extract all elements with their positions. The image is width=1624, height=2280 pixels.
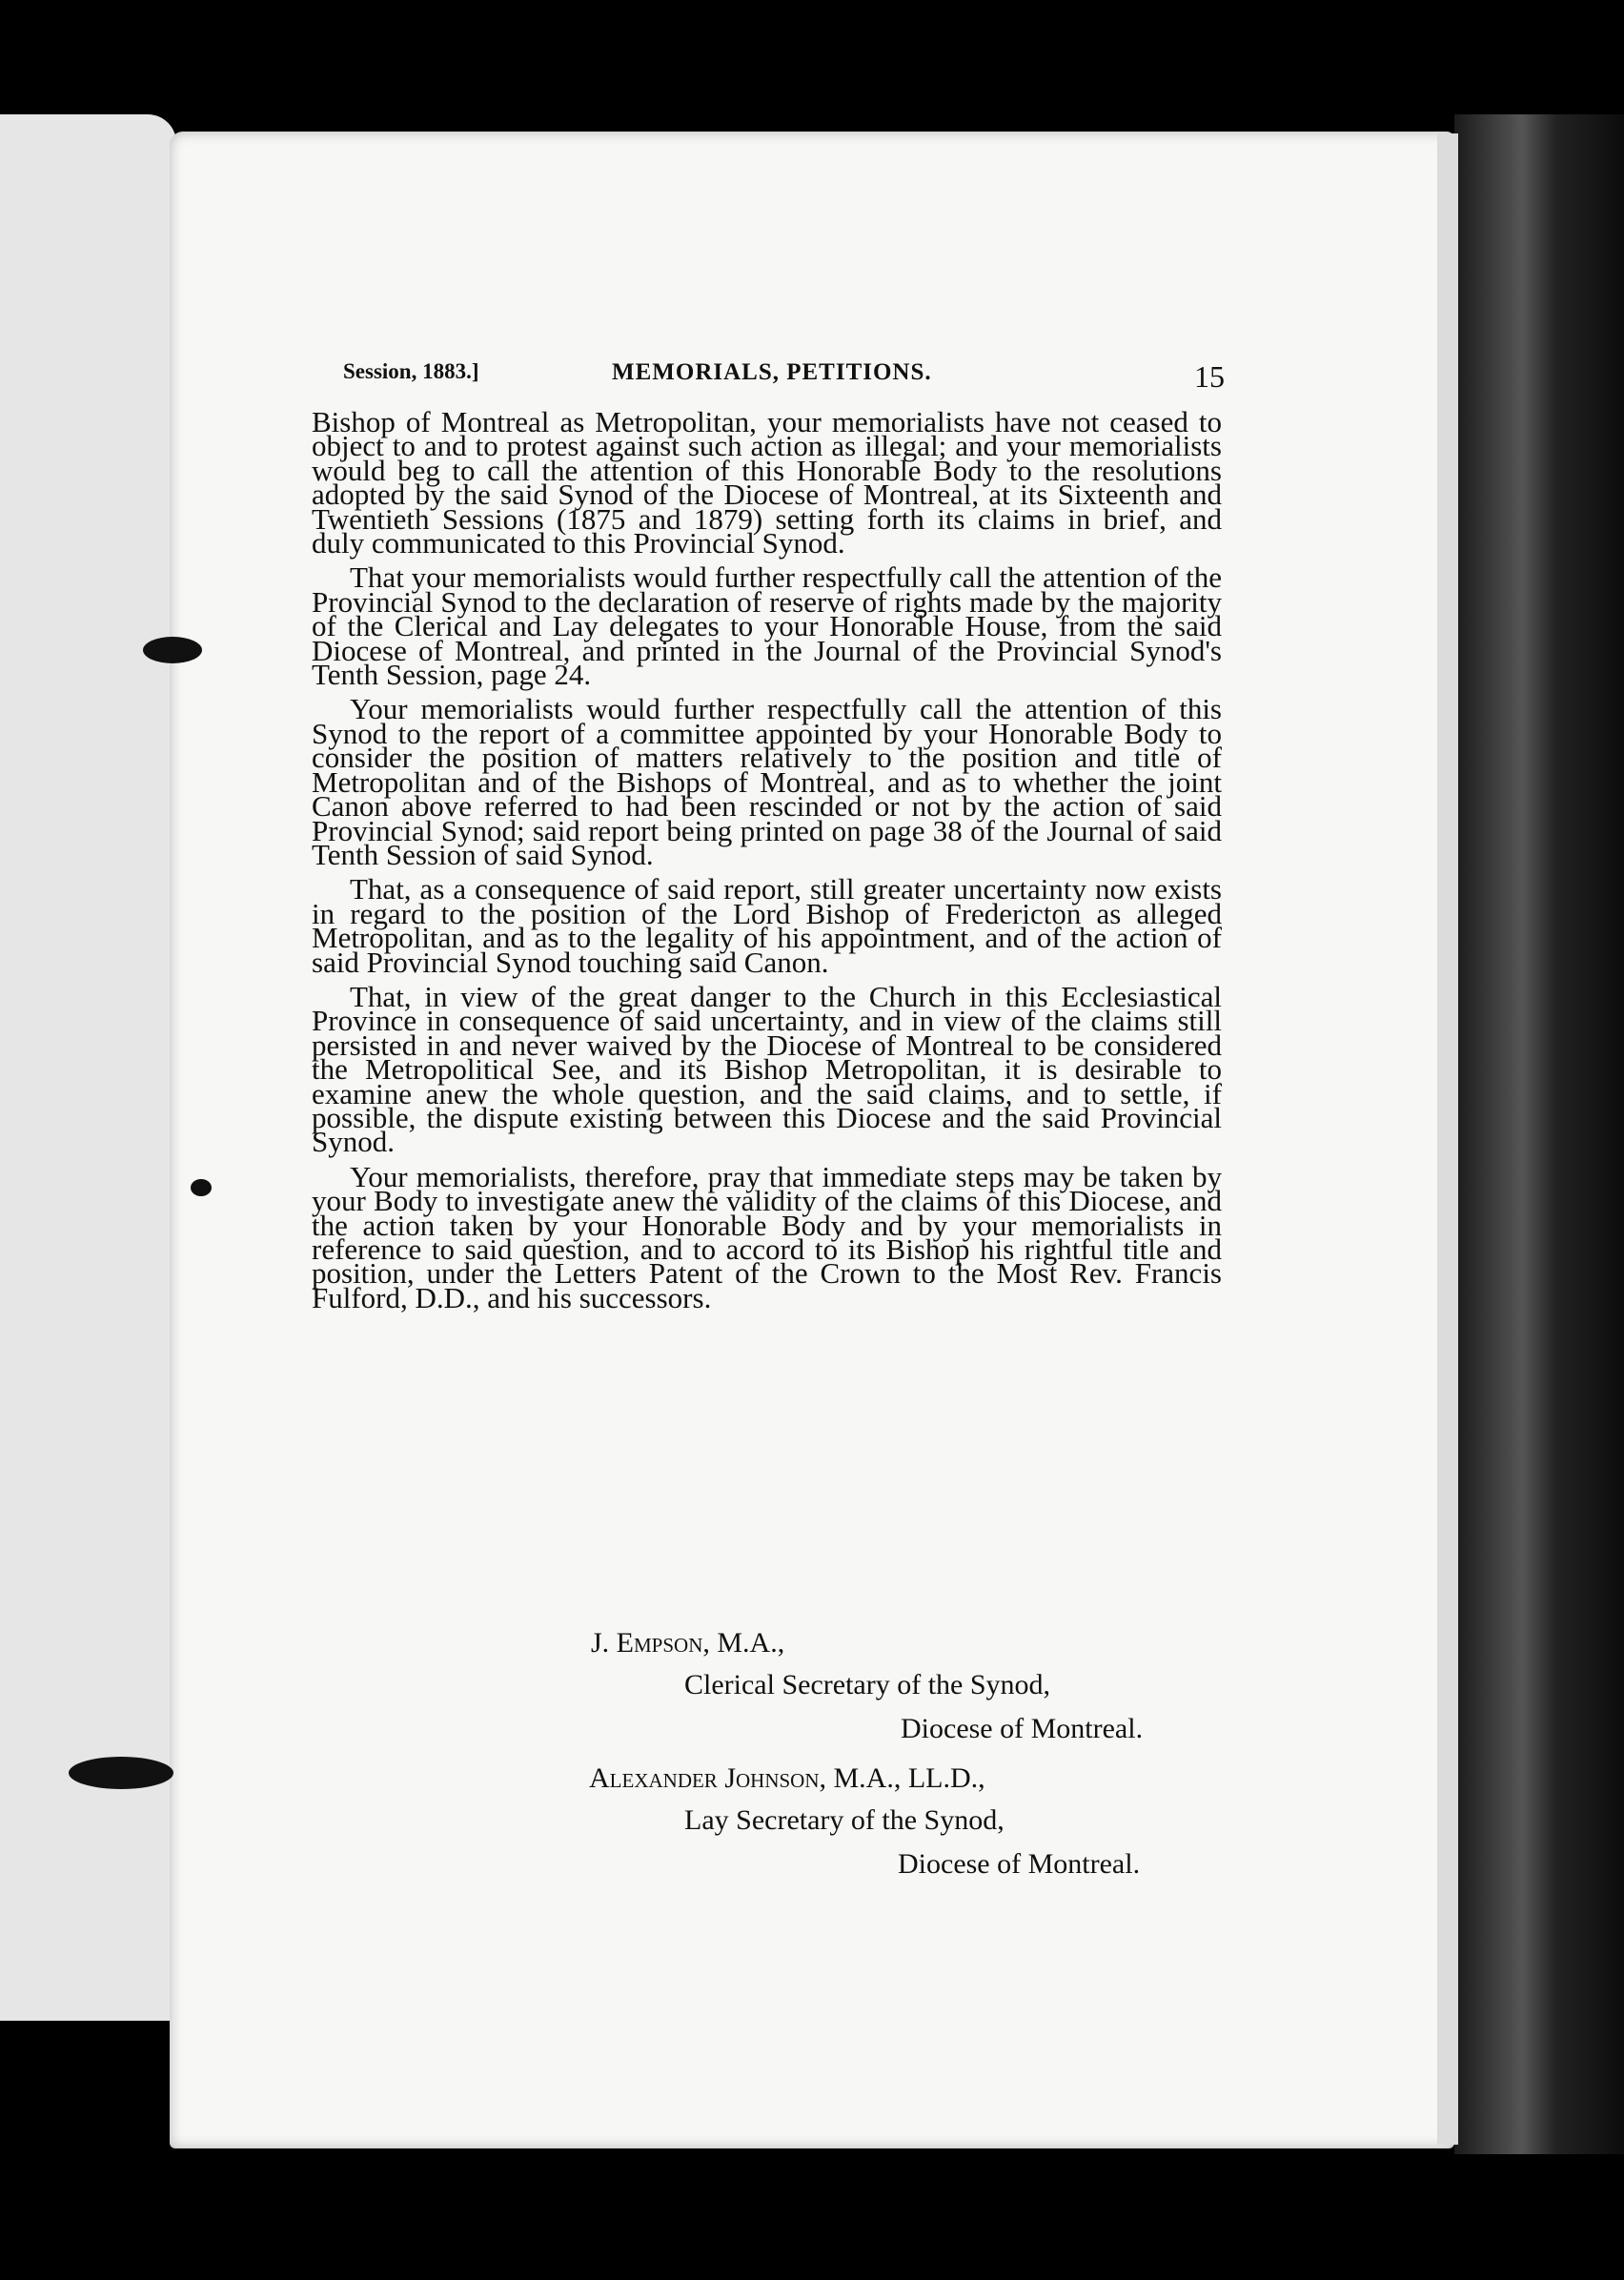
signatory-1-name: J. Empson, M.A., [591,1627,785,1659]
page-number: 15 [1194,359,1225,394]
book-spine [1454,114,1624,2154]
memorial-body [312,405,1222,1320]
paragraph-5: That, in view of the great danger to the Church in this Ecclesiastical Province in consequence of said uncertainty, and in view of the claims still persisted in and never waived by the Diocese of Montreal to be considered the Metropolitical See, and its Bishop Metropolitan, it is desirable to examine anew the whole question, and the said claims, and to settle, if possible, the dispute existing between this Diocese and the said Provincial Synod. [312,979,1222,1159]
paragraph-6: Your memorialists, therefore, pray that immediate steps may be taken by your Body to investigate anew the validity of the claims of this Diocese, and the action taken by your Honorable Body and by your memorialists in reference to said question, and to accord to its Bishop his rightful title and position, under the Letters Patent of the Crown to the Most Rev. Francis Fulford, D.D., and his successors. [312,1159,1222,1314]
ink-blot-upper [143,637,202,663]
paragraph-2: That your memorialists would further respectfully call the attention of the Provincial Synod to the declaration of reserve of rights made by the majority of the Clerical and Lay delegates to your Honorable House, from the said Diocese of Montreal, and printed in the Journal of the Provincial Synod's Tenth Session, page 24. [312,560,1222,692]
page-edge-strip [1437,133,1458,2145]
facing-page-edge [0,114,176,2021]
paragraph-1: Bishop of Montreal as Metropolitan, your memorialists have not ceased to object to and to protest against such action as illegal; and your memorialists would beg to call the attention of this Honorable Body to the resolutions adopted by the said Synod of the Diocese of Montreal, at its Sixteenth and Twentieth Sessions (1875 and 1879) setting forth its claims in brief, and duly communicated to this Provincial Synod. [312,405,1222,560]
paragraph-3: Your memorialists would further respectfully call the attention of this Synod to the report of a committee appointed by your Honorable Body to consider the position of matters relatively to the position and title of Metropolitan and of the Bishops of Montreal, and as to whether the joint Canon above referred to had been rescinded or not by the action of said Provincial Synod; said report being printed on page 38 of the Journal of said Tenth Session of said Synod. [312,692,1222,871]
signatory-1-diocese: Diocese of Montreal. [901,1713,1144,1744]
signatory-2-diocese: Diocese of Montreal. [898,1848,1141,1880]
signatory-1-role: Clerical Secretary of the Synod, [684,1669,1051,1700]
signatory-2-name: Alexander Johnson, M.A., LL.D., [589,1762,985,1794]
ink-mark-middle [191,1179,212,1196]
paragraph-4: That, as a consequence of said report, still greater uncertainty now exists in regard to the position of the Lord Bishop of Fredericton as alleged Metropolitan, and as to the legality of his appointment, and of the action of said Provincial Synod touching said Canon. [312,872,1222,979]
signatory-2-role: Lay Secretary of the Synod, [684,1804,1005,1836]
ink-blot-lower [69,1757,173,1789]
section-title: MEMORIALS, PETITIONS. [612,359,932,385]
session-label: Session, 1883.] [343,359,479,383]
running-header [343,359,1225,397]
